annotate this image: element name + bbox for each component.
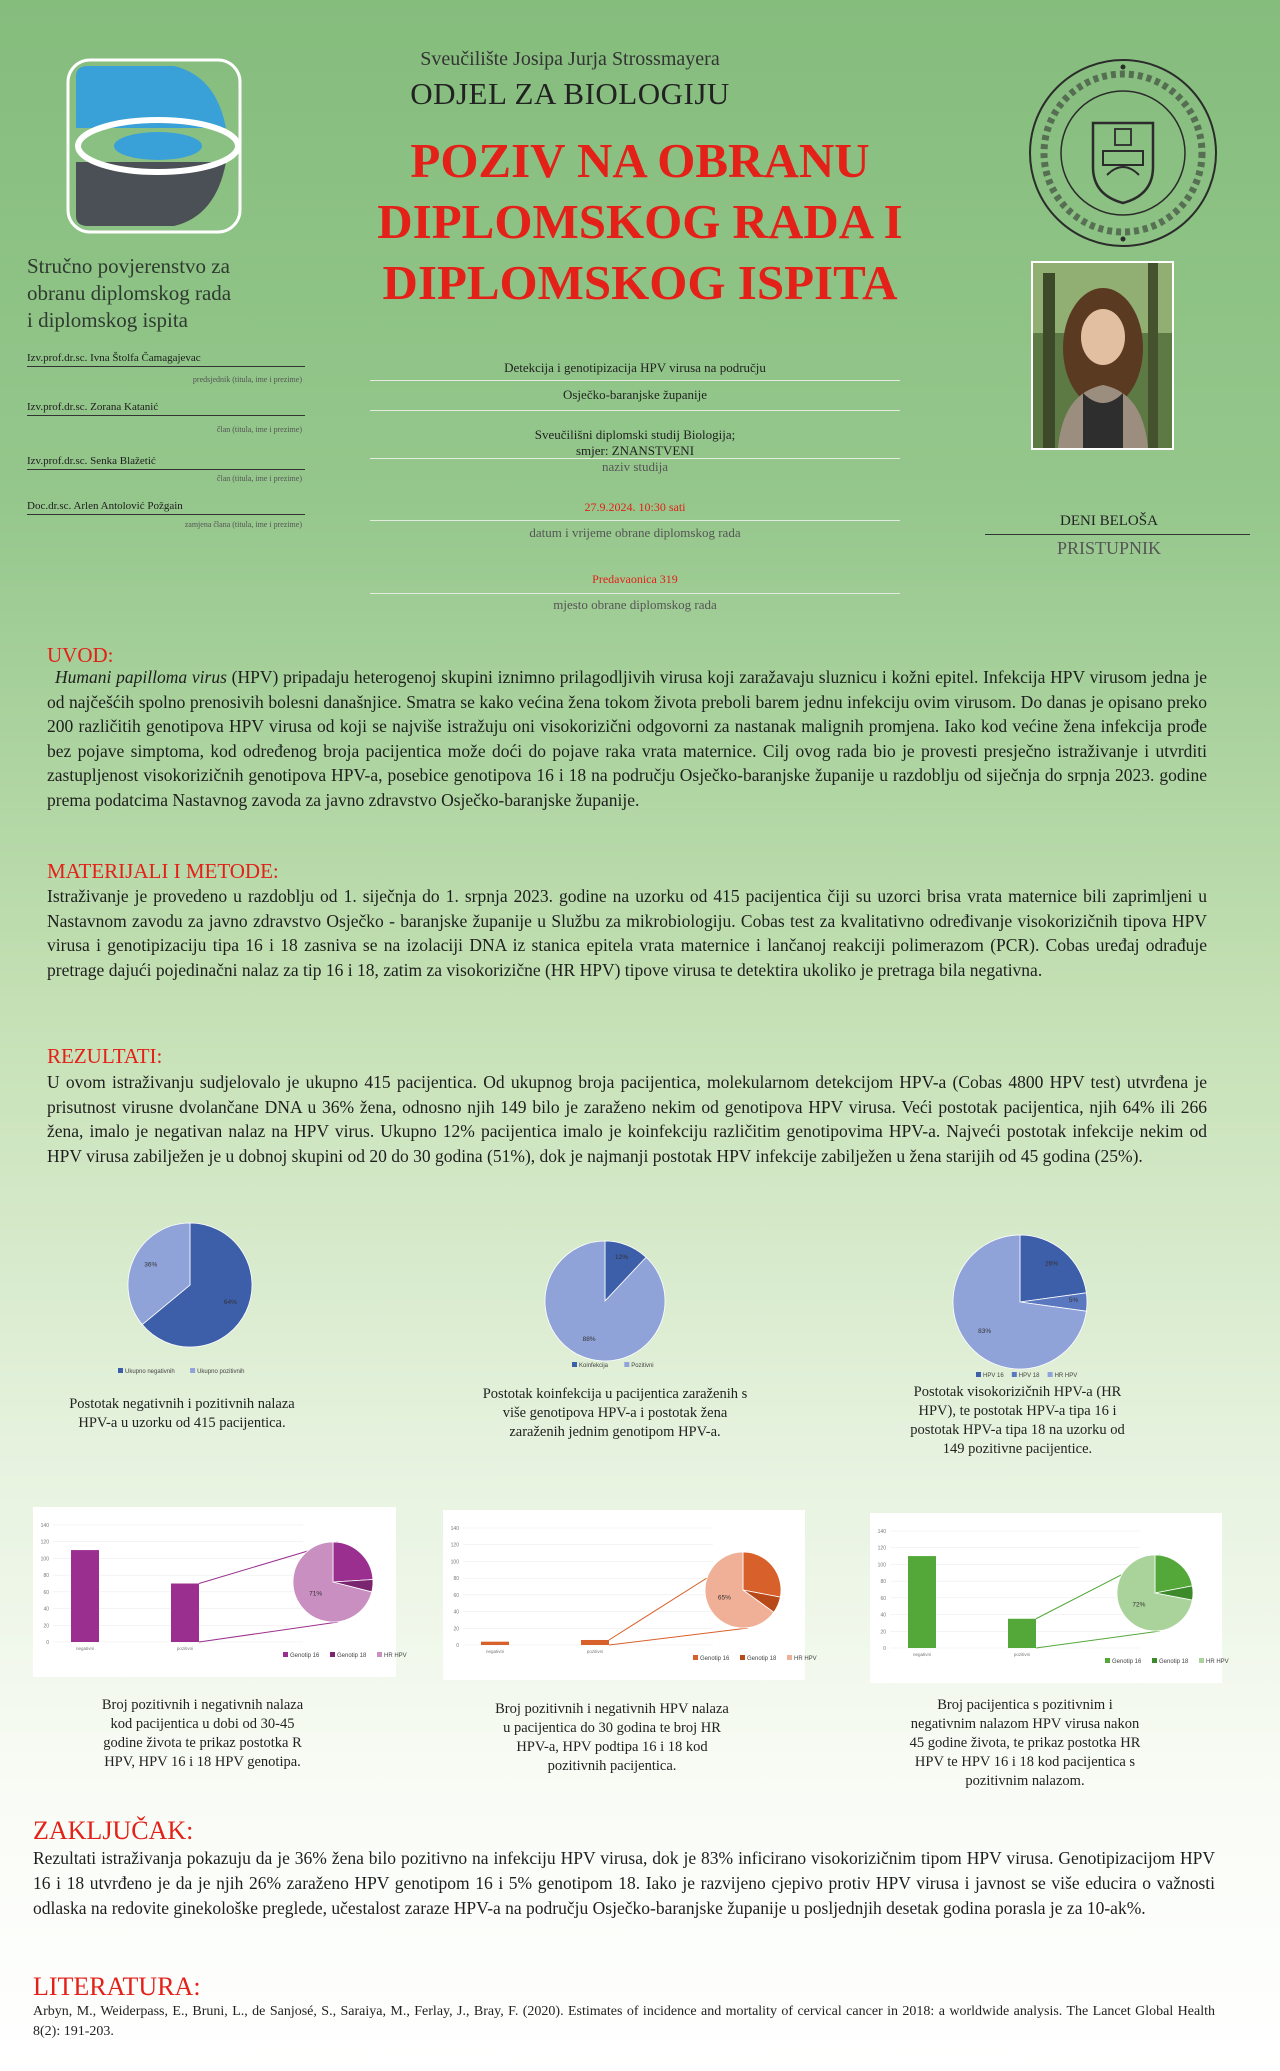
committee-role-substitute: zamjena člana (titula, ime i prezime) — [184, 520, 302, 529]
caption-pie-1: Postotak negativnih i pozitivnih nalaza HPV-a u uzorku od 415 pacijentica. — [69, 1396, 295, 1431]
combo2-ytick: 60 — [453, 1592, 459, 1599]
pie-chart-2 — [540, 1220, 690, 1380]
committee-role-2: član (titula, ime i prezime) — [216, 425, 302, 434]
combo2-ytick: 120 — [450, 1542, 459, 1549]
methods-heading: MATERIJALI I METODE: — [47, 859, 279, 883]
pie-2-legend-swatch — [572, 1362, 577, 1367]
pie-3-legend-label: HPV 18 — [1018, 1373, 1040, 1379]
combo2-ytick: 20 — [453, 1626, 459, 1633]
defense-location-label: mjesto obrane diplomskog rada — [553, 597, 717, 612]
combo1-legend-label: Genotip 16 — [290, 1653, 320, 1659]
study-line1: Sveučilišni diplomski studij Biologija; — [534, 427, 736, 442]
combo1-ytick: 20 — [43, 1623, 49, 1630]
combo2-xtick: negativni — [485, 1649, 505, 1654]
committee-member-2: Izv.prof.dr.sc. Zorana Katanić — [27, 401, 305, 416]
combo1-ytick: 80 — [43, 1573, 49, 1580]
combo1-ytick: 120 — [40, 1539, 49, 1546]
reference-entry: Arbyn, M., Weiderpass, E., Bruni, L., de Sanjosé, S., Saraiya, M., Ferlay, J., Bray, F. (2020). Estimates of incidence and mortality of cervical cancer in 2018: a worldwide analysis. The Lancet Global Health 8(2): 191-203. — [33, 2004, 1215, 2039]
pie-3-legend-swatch — [1048, 1372, 1053, 1377]
pie-2-slice — [545, 1241, 665, 1361]
pie-chart-1-slices — [128, 1223, 252, 1347]
pie-chart-3 — [945, 1220, 1095, 1380]
combo1-xtick: negativni — [75, 1646, 95, 1651]
thesis-title-line1: Detekcija i genotipizacija HPV virusa na području — [504, 360, 766, 375]
conclusion-heading: ZAKLJUČAK: — [33, 1816, 194, 1845]
combo3-pie-data-label: 72% — [1132, 1601, 1146, 1609]
combo3-legend-swatch — [1105, 1658, 1110, 1663]
combo1-pie-data-label: 71% — [309, 1590, 323, 1598]
pie-chart-2-legend — [572, 1362, 654, 1369]
combo3-ytick: 120 — [877, 1545, 886, 1552]
combo2-ytick: 140 — [450, 1526, 459, 1532]
pie-chart-2-slices — [545, 1241, 665, 1361]
defense-datetime: 27.9.2024. 10:30 sati — [584, 500, 686, 514]
pie-2-data-label: 12% — [615, 1254, 629, 1262]
pie-1-legend-label: Ukupno negativnih — [125, 1369, 175, 1375]
committee-member-chair: Izv.prof.dr.sc. Ivna Štolfa Čamagajevac — [27, 352, 305, 367]
department-logo — [66, 58, 242, 234]
combo3-connector — [1036, 1631, 1160, 1648]
university-seal — [1025, 55, 1221, 251]
committee-title-line: Stručno povjerenstvo za — [27, 254, 230, 278]
combo2-pie-data-label: 65% — [717, 1594, 731, 1602]
pie-1-data-label: 36% — [144, 1261, 158, 1269]
combo3-legend-label: HR HPV — [1206, 1659, 1229, 1665]
combo2-bar — [581, 1640, 609, 1645]
combo3-legend-label: Genotip 18 — [1159, 1659, 1189, 1665]
combo-chart-3-content — [878, 1529, 1229, 1665]
page-title-line: DIPLOMSKOG ISPITA — [382, 255, 898, 310]
pie-chart-1 — [110, 1220, 260, 1380]
combo2-legend-swatch — [693, 1655, 698, 1660]
pie-chart-3-slices — [953, 1235, 1087, 1369]
divider — [370, 380, 900, 381]
divider — [370, 410, 900, 411]
committee-role-chair: predsjednik (titula, ime i prezime) — [192, 375, 302, 384]
pie-3-legend-label: HPV 16 — [983, 1373, 1004, 1379]
combo2-pie-slice — [743, 1552, 781, 1597]
page-title-line: POZIV NA OBRANU — [410, 133, 870, 188]
caption-combo-2: Broj pozitivnih i negativnih HPV nalaza u pacijentica do 30 godina te broj HR HPV-a, HPV podtipa 16 i 18 kod pozitivnih pacijentica. — [495, 1701, 729, 1774]
combo2-legend-label: Genotip 18 — [747, 1656, 777, 1662]
combo1-legend-swatch — [377, 1652, 382, 1657]
intro-italic-term: Humani papilloma virus — [55, 667, 227, 687]
combo1-ytick: 100 — [40, 1556, 49, 1563]
combo3-ytick: 80 — [880, 1579, 886, 1586]
combo1-ytick: 140 — [40, 1523, 49, 1529]
study-line2: smjer: ZNANSTVENI — [575, 443, 695, 458]
combo3-ytick: 140 — [877, 1529, 886, 1535]
pie-2-legend-label: Pozitivni — [631, 1363, 654, 1369]
committee-title — [27, 253, 287, 334]
intro-text: (HPV) pripadaju heterogenoj skupini iznimno prilagodljivih virusa koji zaražavaju sluznicu i kožni epitel. Infekcija HPV virusom jedna je od najčešćih spolno prenosivih bolesni današnjice. Smatra se kako većina žena tokom života preboli barem jednu infekciju ovim virusom. Do danas je opisano preko 200 različitih genotipova HPV virusa od koji se najviše istražuju oni visokorizični odgovorni za nastanak malignih promjena. Iako kod većine žena infekcija prođe bez pojave simptoma, kod određenog broja pacijentica može doći do pojave raka vrata maternice. Cilj ovog rada bio je provesti presječno istraživanje i utvrditi zastupljenost visokorizičnih genotipova HPV-a, posebice genotipova 16 i 18 na području Osječko-baranjske županije u razdoblju od siječnja do srpnja 2023. godine prema podatcima Nastavnog zavoda za javno zdravstvo Osječko-baranjske županije. — [47, 667, 1207, 810]
caption-combo-3: Broj pacijentica s pozitivnim i negativnim nalazom HPV virusa nakon 45 godine života, te prikaz postotka HR HPV te HPV 16 i 18 kod pacijentica s pozitivnim nalazom. — [909, 1697, 1141, 1789]
pie-3-data-label: 5% — [1068, 1297, 1079, 1304]
combo1-legend-swatch — [283, 1652, 288, 1657]
defense-location: Predavaonica 319 — [592, 572, 678, 586]
pie-3-data-label: 26% — [1045, 1260, 1059, 1268]
combo2-legend-swatch — [787, 1655, 792, 1660]
committee-title-line: i diplomskog ispita — [27, 308, 189, 332]
committee-title-line: obranu diplomskog rada — [27, 281, 232, 305]
combo-chart-1 — [33, 1507, 407, 1677]
combo2-ytick: 100 — [450, 1559, 459, 1566]
pie-1-data-label: 64% — [223, 1299, 237, 1307]
combo3-ytick: 0 — [883, 1646, 886, 1652]
pie-chart-3-legend — [976, 1372, 1077, 1379]
combo1-ytick: 60 — [43, 1589, 49, 1596]
combo1-legend-swatch — [330, 1652, 335, 1657]
results-paragraph: U ovom istraživanju sudjelovalo je ukupno 415 pacijentica. Od ukupnog broja pacijentica, molekularnom detekcijom HPV-a (Cobas 4800 HPV test) utvrđena je prisutnost virusne dvolančane DNA u 36% žena, odnosno njih 149 bilo je zaraženo nekim od genotipova HPV virusa. Veći postotak pacijentica, njih 64% ili 266 žena, imalo je negativan nalaz na HPV virus. Ukupno 12% pacijentica imalo je koinfekciju različitim genotipovima HPV-a. Najveći postotak infekcije nekim od HPV virusa zabilježen je u dobnoj skupini od 20 do 30 godina (51%), dok je najmanji postotak HPV infekcije zabilježen u žena starijih od 45 godina (25%). — [47, 1072, 1207, 1166]
combo1-bar — [71, 1550, 99, 1642]
pie-3-data-label: 83% — [978, 1327, 992, 1335]
university-name: Sveučilište Josipa Jurja Strossmayera — [420, 48, 720, 70]
combo3-bar — [908, 1556, 936, 1648]
pie-chart-1-legend — [118, 1368, 244, 1375]
methods-paragraph: Istraživanje je provedeno u razdoblju od 1. siječnja do 1. srpnja 2023. godine na uzorku od 415 pacijentica čiji su uzorci brisa vrata maternice bili zaprimljeni u Nastavnom zavodu za javno zdravstvo Osječko - baranjske županije u Službu za mikrobiologiju. Cobas test za kvalitativno određivanje visokorizičnih tipova HPV virusa i genotipizaciju tipa 16 i 18 zasniva se na izolaciji DNA iz stanica epitela vrata maternice i lančanoj reakciji polimerazom (PCR). Cobas uređaj odrađuje pretrage dajući pojedinačni nalaz za tip 16 i 18, zatim za visokorizične (HR HPV) tipove virusa te detektira ukoliko je pretraga bila negativna. — [47, 886, 1207, 980]
caption-pie-2: Postotak koinfekcija u pacijentica zaraženih s više genotipova HPV-a i postotak žena zaraženih jednim genotipom HPV-a. — [482, 1386, 748, 1440]
combo1-xtick: pozitivni — [176, 1646, 194, 1651]
combo2-xtick: pozitivni — [586, 1649, 604, 1654]
combo3-bar — [1008, 1619, 1036, 1648]
combo2-legend-label: Genotip 16 — [700, 1656, 730, 1662]
combo2-ytick: 0 — [456, 1643, 459, 1649]
pie-1-legend-swatch — [190, 1368, 195, 1373]
combo1-legend-label: HR HPV — [384, 1653, 407, 1659]
combo1-ytick: 0 — [46, 1640, 49, 1646]
intro-paragraph — [47, 665, 1207, 812]
divider — [370, 520, 900, 521]
committee-member-substitute: Doc.dr.sc. Arlen Antolović Požgain — [27, 500, 305, 515]
combo2-legend-swatch — [740, 1655, 745, 1660]
results-heading: REZULTATI: — [47, 1044, 163, 1068]
candidate-name: DENI BELOŠA — [1060, 513, 1158, 529]
divider — [370, 593, 900, 594]
combo3-ytick: 60 — [880, 1595, 886, 1602]
candidate-role: PRISTUPNIK — [1056, 538, 1162, 558]
conclusion-paragraph: Rezultati istraživanja pokazuju da je 36% žena bilo pozitivno na infekciju HPV virusa, dok je 83% inficirano visokorizičnim tipom HPV virusa. Genotipizacijom HPV 16 i 18 utvrđeno je da je njih 26% zaraženo HPV genotipom 16 i 5% genotipom 18. Iako je razvijeno cjepivo protiv HPV virusa i javnost se više educira o važnosti odlaska na redovite ginekološke preglede, učestalost zaraze HPV-a na području Osječko-baranjske županije u posljednjih desetak godina porasla je za 10-ak%. — [33, 1848, 1215, 1918]
combo3-xtick: pozitivni — [1013, 1652, 1031, 1657]
caption-combo-1: Broj pozitivnih i negativnih nalaza kod pacijentica u dobi od 30-45 godine života te prikaz postotka R HPV, HPV 16 i 18 HPV genotipa. — [101, 1697, 304, 1770]
committee-member-3: Izv.prof.dr.sc. Senka Blažetić — [27, 455, 305, 470]
page-title — [320, 130, 960, 313]
department-name: ODJEL ZA BIOLOGIJU — [410, 76, 730, 111]
combo3-legend-swatch — [1152, 1658, 1157, 1663]
pie-2-legend-label: Koinfekcija — [579, 1363, 609, 1369]
references-heading: LITERATURA: — [33, 1972, 201, 2001]
combo3-xtick: negativni — [912, 1652, 932, 1657]
combo1-ytick: 40 — [43, 1606, 49, 1613]
combo1-pie-slice — [333, 1542, 373, 1582]
pie-3-slice — [1020, 1235, 1086, 1302]
candidate-divider — [985, 534, 1250, 535]
combo-chart-3 — [870, 1513, 1229, 1683]
combo2-bar — [481, 1642, 509, 1645]
committee-role-3: član (titula, ime i prezime) — [216, 474, 302, 483]
pie-1-legend-label: Ukupno pozitivnih — [197, 1369, 245, 1375]
page-title-line: DIPLOMSKOG RADA I — [377, 194, 903, 249]
pie-3-legend-swatch — [1012, 1372, 1017, 1377]
pie-3-legend-label: HR HPV — [1054, 1373, 1078, 1379]
combo-chart-2-content — [451, 1526, 817, 1662]
combo3-legend-swatch — [1199, 1658, 1204, 1663]
combo1-bar — [171, 1584, 199, 1643]
combo-chart-1-content — [41, 1523, 407, 1659]
pie-3-legend-swatch — [976, 1372, 981, 1377]
defense-datetime-label: datum i vrijeme obrane diplomskog rada — [529, 525, 741, 540]
thesis-title-line2: Osječko-baranjske županije — [562, 387, 708, 402]
combo2-connector — [609, 1628, 748, 1645]
combo3-legend-label: Genotip 16 — [1112, 1659, 1142, 1665]
combo3-ytick: 40 — [880, 1612, 886, 1619]
combo-chart-2 — [443, 1510, 817, 1680]
combo2-ytick: 80 — [453, 1576, 459, 1583]
combo3-ytick: 100 — [877, 1562, 886, 1569]
study-label: naziv studija — [601, 459, 669, 474]
combo2-legend-label: HR HPV — [794, 1656, 817, 1662]
combo3-ytick: 20 — [880, 1629, 886, 1636]
combo1-legend-label: Genotip 18 — [337, 1653, 367, 1659]
intro-heading: UVOD: — [47, 643, 114, 667]
pie-2-data-label: 88% — [582, 1336, 596, 1344]
combo2-ytick: 40 — [453, 1609, 459, 1616]
pie-1-legend-swatch — [118, 1368, 123, 1373]
candidate-photo — [1031, 261, 1174, 450]
caption-pie-3: Postotak visokorizičnih HPV-a (HR HPV), te postotak HPV-a tipa 16 i postotak HPV-a tipa 18 na uzorku od 149 pozitivne pacijentice. — [910, 1384, 1125, 1457]
pie-2-legend-swatch — [624, 1362, 629, 1367]
